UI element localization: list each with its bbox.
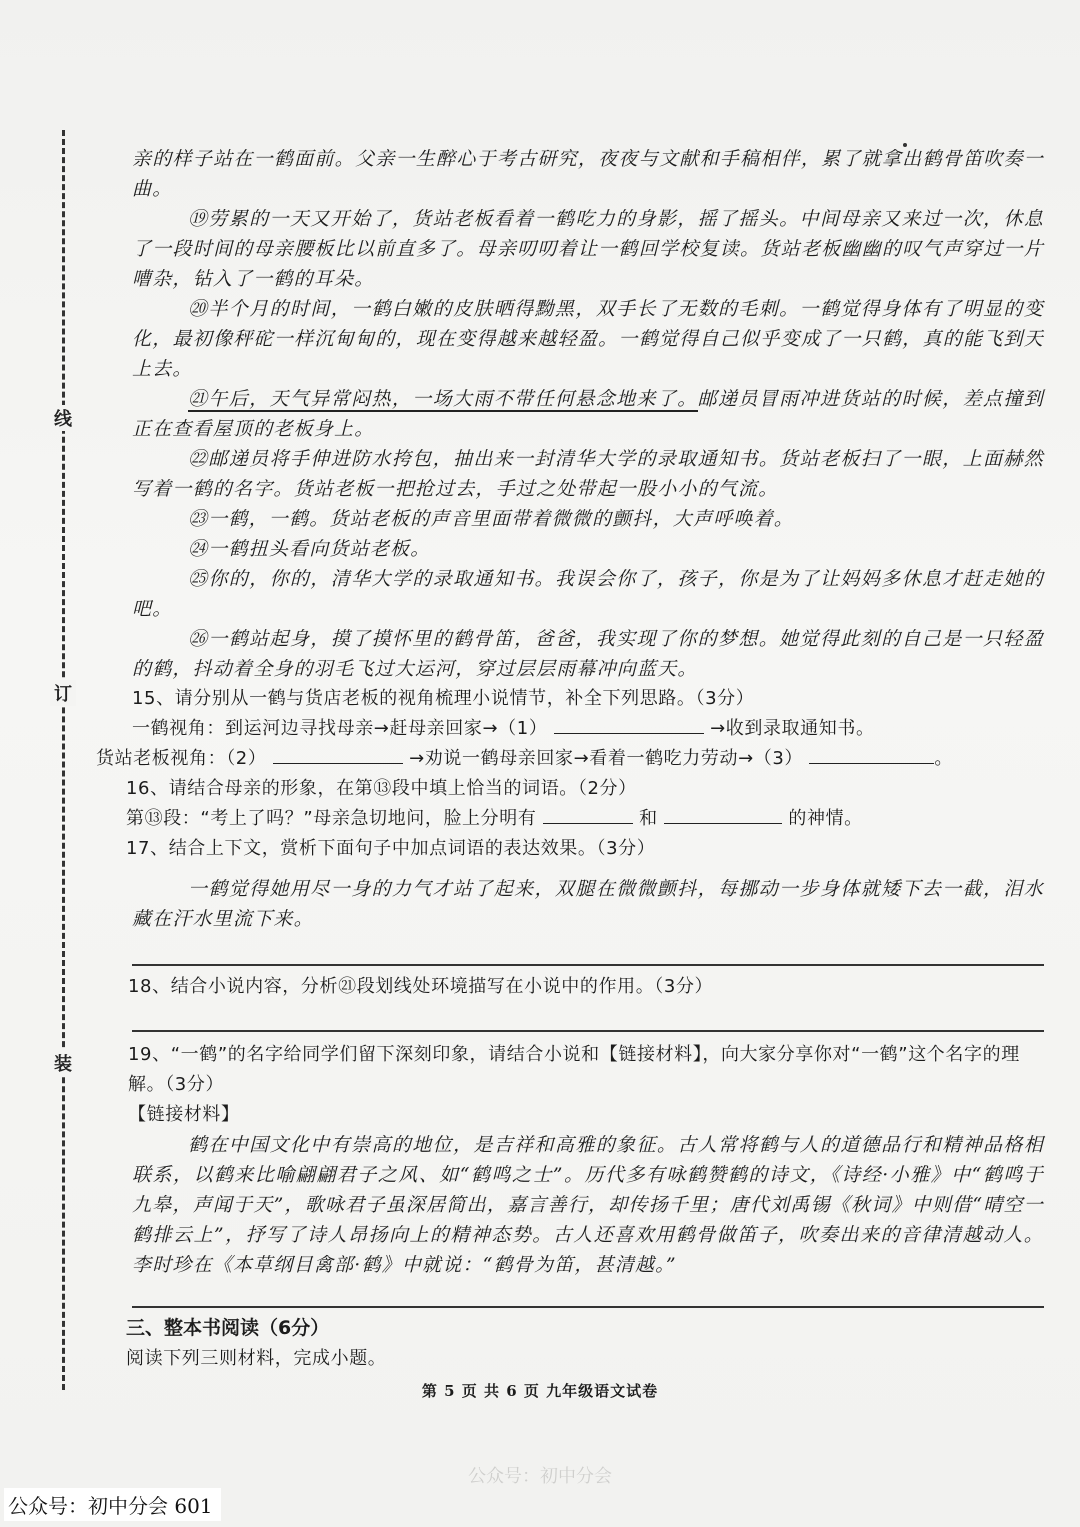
page-content bbox=[96, 144, 1044, 1374]
paragraph-22: ㉒邮递员将手伸进防水挎包，抽出来一封清华大学的录取通知书。货站老板扫了一眼，上面赫然写着一鹤的名字。货站老板一把抢过去，手过之处带起一股小小的气流。 bbox=[132, 448, 1044, 500]
paragraph-25: ㉕你的，你的，清华大学的录取通知书。我误会你了，孩子，你是为了让妈妈多休息才赶走她的吧。 bbox=[132, 568, 1044, 620]
section-3-title: 三、整本书阅读（6分） bbox=[126, 1317, 330, 1339]
binding-label-order: 订 bbox=[50, 680, 76, 706]
q15-blank-1[interactable] bbox=[554, 715, 704, 734]
question-15-line-2 bbox=[96, 744, 1046, 774]
faint-watermark: 公众号：初中分会 bbox=[468, 1466, 612, 1487]
paragraph-20: ⑳半个月的时间，一鹤白嫩的皮肤晒得黝黑，双手长了无数的毛刺。一鹤觉得身体有了明显的变化，最初像秤砣一样沉甸甸的，现在变得越来越轻盈。一鹤觉得自己似乎变成了一只鹤，真的能飞到天上去。 bbox=[132, 298, 1044, 380]
q15-blank-3[interactable] bbox=[809, 745, 934, 764]
question-17-quote: 一鹤觉得她用尽一身的力气才站了起来，双腿在微微颤抖，每挪动一步身体就矮下去一截，泪水藏在汗水里流下来。 bbox=[132, 878, 1044, 930]
q16-and: 和 bbox=[639, 808, 658, 829]
bottom-watermark: 公众号：初中分会 601 bbox=[4, 1488, 221, 1521]
binding-label-line: 线 bbox=[50, 405, 76, 431]
paragraph-21-underlined: ㉑午后，天气异常闷热，一场大雨不带任何悬念地来了。 bbox=[188, 388, 698, 410]
page-footer: 第 5 页 共 6 页 九年级语文试卷 bbox=[421, 1382, 659, 1400]
question-15-title: 15、请分别从一鹤与货店老板的视角梳理小说情节，补全下列思路。（3分） bbox=[132, 688, 755, 709]
question-16-line bbox=[126, 804, 1044, 834]
q15-line1-prefix: 一鹤视角：到运河边寻找母亲→赶母亲回家→（1） bbox=[132, 718, 548, 739]
q16-blank-2[interactable] bbox=[664, 805, 782, 824]
q16-suffix: 的神情。 bbox=[788, 808, 863, 829]
paragraph-19: ⑲劳累的一天又开始了，货站老板看着一鹤吃力的身影，摇了摇头。中间母亲又来过一次，休息了一段时间的母亲腰板比以前直多了。母亲叨叨着让一鹤回学校复读。货站老板幽幽的叹气声穿过一片嘈杂，钻入了一鹤的耳朵。 bbox=[132, 208, 1044, 290]
link-material-title: 【链接材料】 bbox=[128, 1104, 240, 1125]
binding-dashed-line bbox=[62, 130, 65, 1390]
question-16-title: 16、请结合母亲的形象，在第⑬段中填上恰当的词语。（2分） bbox=[126, 778, 637, 799]
q17-answer-line[interactable] bbox=[132, 964, 1044, 966]
q19-answer-line[interactable] bbox=[132, 1306, 1044, 1308]
paragraph-26: ㉖一鹤站起身，摸了摸怀里的鹤骨笛，爸爸，我实现了你的梦想。她觉得此刻的自己是一只轻盈的鹤，抖动着全身的羽毛飞过大运河，穿过层层雨幕冲向蓝天。 bbox=[132, 628, 1044, 680]
section-3-instruction: 阅读下列三则材料，完成小题。 bbox=[126, 1348, 387, 1369]
question-18-title: 18、结合小说内容，分析㉑段划线处环境描写在小说中的作用。（3分） bbox=[128, 976, 714, 997]
binding-label-bind: 装 bbox=[50, 1050, 76, 1076]
question-17-title: 17、结合上下文，赏析下面句子中加点词语的表达效果。（3分） bbox=[126, 838, 656, 859]
paragraph-21-rest: 邮递员冒雨冲进货站的时候，差点撞到正在查看屋顶的老板身上。 bbox=[132, 388, 1044, 440]
paragraph-21 bbox=[132, 384, 1044, 444]
question-19-title: 19、“一鹤”的名字给同学们留下深刻印象，请结合小说和【链接材料】，向大家分享你对“一鹤”这个名字的理解。（3分） bbox=[128, 1044, 1020, 1095]
q16-prefix: 第⑬段：“考上了吗？”母亲急切地问，脸上分明有 bbox=[126, 808, 537, 829]
link-material-text: 鹤在中国文化中有崇高的地位，是吉祥和高雅的象征。古人常将鹤与人的道德品行和精神品格相联系，以鹤来比喻翩翩君子之风、如“鹤鸣之士”。历代多有咏鹤赞鹤的诗文，《诗经·小雅》中“鹤鸣于九皋，声闻于天”，歌咏君子虽深居简出，嘉言善行，却传扬千里；唐代刘禹锡《秋词》中则借“晴空一鹤排云上”，抒写了诗人昂扬向上的精神态势。古人还喜欢用鹤骨做笛子，吹奏出来的音律清越动人。李时珍在《本草纲目禽部·鹤》中就说：“鹤骨为笛，甚清越。” bbox=[132, 1134, 1044, 1276]
q15-line2-prefix: 货站老板视角：（2） bbox=[96, 748, 267, 769]
paragraph-24: ㉔一鹤扭头看向货站老板。 bbox=[188, 538, 431, 560]
q16-blank-1[interactable] bbox=[543, 805, 633, 824]
paragraph-continued: 亲的样子站在一鹤面前。父亲一生醉心于考古研究，夜夜与文献和手稿相伴，累了就拿出鹤骨笛吹奏一曲。 bbox=[132, 148, 1044, 200]
q15-blank-2[interactable] bbox=[273, 745, 403, 764]
q18-answer-line[interactable] bbox=[132, 1030, 1044, 1032]
paragraph-23: ㉓一鹤，一鹤。货站老板的声音里面带着微微的颤抖，大声呼唤着。 bbox=[188, 508, 795, 530]
q15-line2-end: 。 bbox=[934, 748, 953, 769]
question-15-line-1 bbox=[132, 714, 1044, 744]
q15-line1-suffix: →收到录取通知书。 bbox=[710, 718, 875, 739]
q15-line2-middle: →劝说一鹤母亲回家→看着一鹤吃力劳动→（3） bbox=[409, 748, 804, 769]
